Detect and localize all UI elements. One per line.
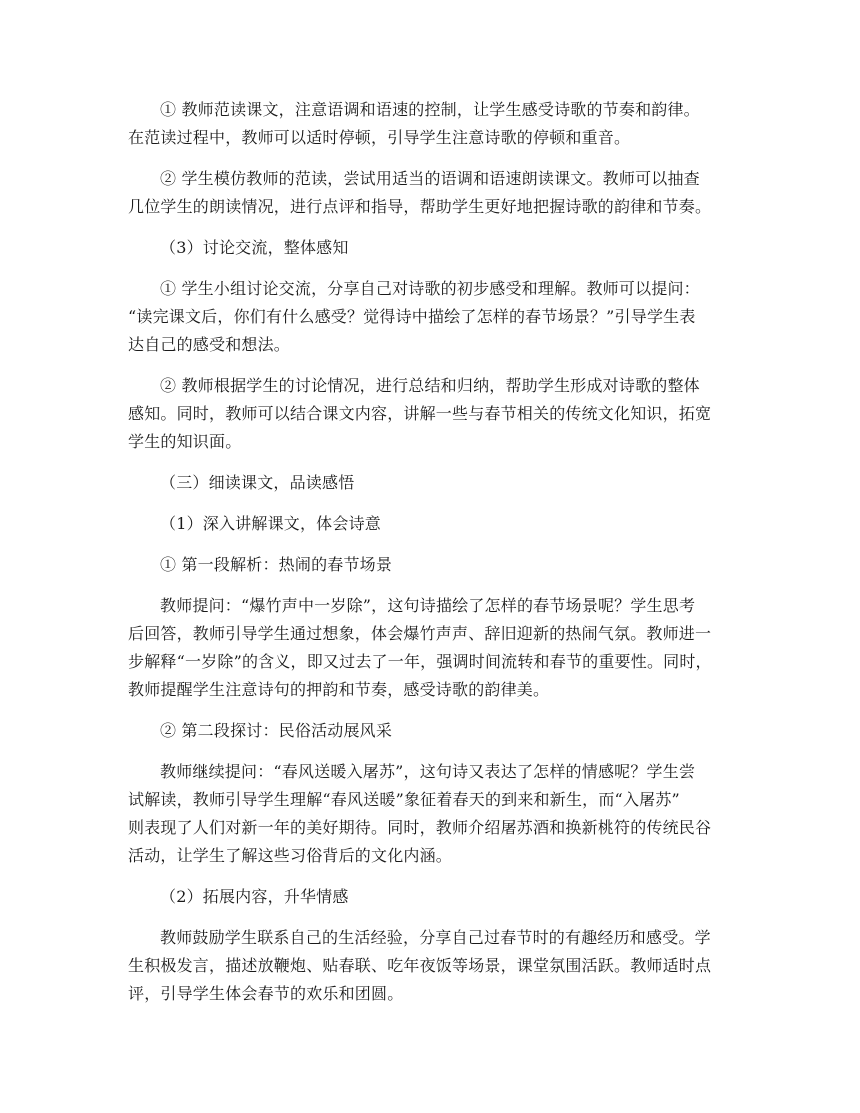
text-line: 试解读，教师引导学生理解“春风送暖”象征着春天的到来和新生，而“入屠苏” [128,790,680,809]
text-line: “读完课文后，你们有什么感受？觉得诗中描绘了怎样的春节场景？”引导学生表 [128,307,696,326]
text-line: 教师提问：“爆竹声中一岁除”，这句诗描绘了怎样的春节场景呢？学生思考 [160,596,696,615]
subheading-text: （3）讨论交流，整体感知 [160,238,349,257]
text-line: 活动，让学生了解这些习俗背后的文化内涵。 [128,846,453,865]
subheading-extension [128,883,740,911]
item-heading-text: ② 第二段探讨：民俗活动展风采 [160,721,393,740]
paragraph-reading-aloud [128,96,740,152]
item-heading-text: ① 第一段解析：热闹的春节场景 [160,555,393,574]
paragraph-summary [128,372,740,456]
item-heading-second-stanza [128,717,740,745]
text-line: ② 教师根据学生的讨论情况，进行总结和归纳，帮助学生形成对诗歌的整体 [160,376,700,395]
text-line: 后回答，教师引导学生通过想象，体会爆竹声声、辞旧迎新的热闹气氛。教师进一 [128,624,712,643]
text-line: 在范读过程中，教师可以适时停顿，引导学生注意诗歌的停顿和重音。 [128,128,631,147]
subheading-discussion [128,234,740,262]
text-line: 感知。同时，教师可以结合课文内容，讲解一些与春节相关的传统文化知识，拓宽 [128,404,712,423]
text-line: ① 教师范读课文，注意语调和语速的控制，让学生感受诗歌的节奏和韵律。 [160,100,700,119]
text-line: ① 学生小组讨论交流，分享自己对诗歌的初步感受和理解。教师可以提问： [160,279,700,298]
paragraph-second-stanza [128,758,740,870]
subheading-text: （2）拓展内容，升华情感 [160,887,349,906]
text-line: 教师提醒学生注意诗句的押韵和节奏，感受诗歌的韵律美。 [128,680,550,699]
text-line: ② 学生模仿教师的范读，尝试用适当的语调和语速朗读课文。教师可以抽查 [160,169,700,188]
subheading-text: （1）深入讲解课文，体会诗意 [160,514,381,533]
text-line: 则表现了人们对新一年的美好期待。同时，教师介绍屠苏酒和换新桃符的传统民谷 [128,818,712,837]
text-line: 学生的知识面。 [128,432,242,451]
item-heading-first-stanza [128,551,740,579]
text-line: 教师鼓励学生联系自己的生活经验，分享自己过春节时的有趣经历和感受。学 [160,928,711,947]
text-line: 达自己的感受和想法。 [128,335,291,354]
paragraph-imitate-reading [128,165,740,221]
text-line: 步解释“一岁除”的含义，即又过去了一年，强调时间流转和春节的重要性。同时， [128,652,712,671]
document-body [128,96,740,1008]
section-heading-text: （三）细读课文，品读感悟 [160,473,355,492]
text-line: 教师继续提问：“春风送暖入屠苏”，这句诗又表达了怎样的情感呢？学生尝 [160,762,696,781]
paragraph-extension [128,924,740,1008]
paragraph-group-discussion [128,275,740,359]
paragraph-first-stanza [128,592,740,704]
text-line: 生积极发言，描述放鞭炮、贴春联、吃年夜饭等场景，课堂氛围活跃。教师适时点 [128,956,712,975]
text-line: 评，引导学生体会春节的欢乐和团圆。 [128,984,404,1003]
section-heading-close-reading [128,469,740,497]
subheading-deep-explanation [128,510,740,538]
text-line: 几位学生的朗读情况，进行点评和指导，帮助学生更好地把握诗歌的韵律和节奏。 [128,197,712,216]
